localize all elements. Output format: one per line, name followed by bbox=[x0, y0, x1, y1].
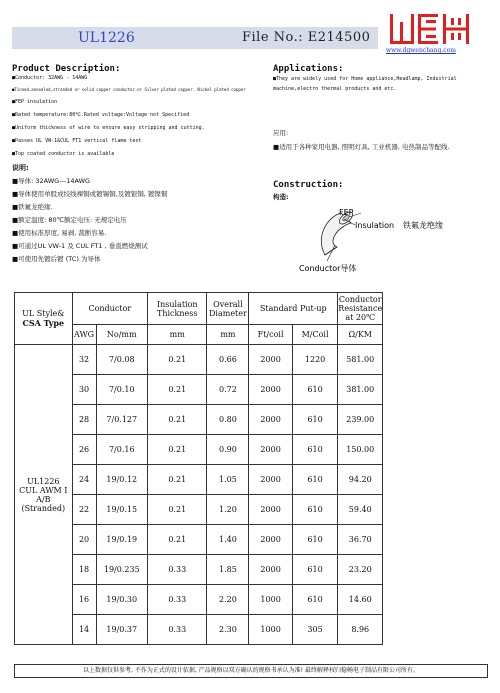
conductor-header: Conductor bbox=[72, 293, 147, 325]
style-name-line: UL1226 bbox=[27, 476, 60, 486]
applications-title: Applications: bbox=[273, 64, 344, 74]
subheader-od-mm: mm bbox=[207, 325, 249, 345]
conductor-label: Conductor导体 bbox=[299, 264, 357, 273]
table-cell: 19/0.12 bbox=[96, 465, 148, 495]
table-row bbox=[15, 345, 488, 375]
table-cell: 610 bbox=[292, 585, 337, 615]
table-cell: 36.70 bbox=[338, 525, 383, 555]
desc-item-en: ■Top coated conductor is available bbox=[12, 151, 115, 157]
table-cell: 610 bbox=[292, 375, 337, 405]
table-cell: 0.21 bbox=[148, 495, 207, 525]
cable-construction-diagram bbox=[297, 203, 487, 283]
table-cell: 2000 bbox=[249, 435, 292, 465]
table-cell: 23.20 bbox=[338, 555, 383, 585]
table-cell: 0.66 bbox=[207, 345, 249, 375]
table-cell: 26 bbox=[72, 435, 96, 465]
desc-item-cn: ■导体: 32AWG---14AWG bbox=[12, 177, 91, 185]
applications-text-en: ■They are widely used for Home appliance,Headlamp, Industrial machine,electro thermal products and etc. bbox=[273, 76, 457, 92]
table-cell: 19/0.235 bbox=[96, 555, 148, 585]
desc-item-en: ■FEP insulation bbox=[12, 99, 58, 105]
table-cell: 7/0.16 bbox=[96, 435, 148, 465]
style-name-line: CUL AWM I bbox=[19, 485, 68, 495]
table-cell: 7/0.08 bbox=[96, 345, 148, 375]
desc-item-cn: ■铁氟龙绝缘. bbox=[12, 203, 53, 211]
table-cell: 305 bbox=[292, 615, 337, 645]
table-cell: 1.40 bbox=[207, 525, 249, 555]
website-link[interactable]: www.dgwenchang.com bbox=[386, 47, 456, 54]
table-cell: 0.33 bbox=[148, 555, 207, 585]
desc-item-cn: ■可使用先镀后镀 (TC) 为导体 bbox=[12, 255, 101, 263]
style-header-line2: CSA Type bbox=[22, 318, 65, 328]
table-cell: 610 bbox=[292, 495, 337, 525]
spec-table bbox=[14, 292, 488, 645]
desc-cn-title: 说明: bbox=[12, 164, 29, 172]
table-cell: 59.40 bbox=[338, 495, 383, 525]
style-name-line: A/B bbox=[36, 494, 51, 504]
style-name-line: (Stranded) bbox=[21, 503, 66, 513]
product-description-title: Product Description: bbox=[12, 64, 121, 74]
desc-item-cn: ■使用标准厚度, 易剥, 裁断容易. bbox=[12, 229, 107, 237]
desc-item-en: ■Conductor: 32AWG - 14AWG bbox=[12, 75, 88, 81]
table-row bbox=[15, 495, 488, 525]
table-cell: 20 bbox=[72, 525, 96, 555]
table-cell: 2.20 bbox=[207, 585, 249, 615]
table-cell: 30 bbox=[72, 375, 96, 405]
subheader-ftcoil: Ft/coil bbox=[249, 325, 292, 345]
table-cell: 381.00 bbox=[338, 375, 383, 405]
table-cell: 0.21 bbox=[148, 375, 207, 405]
table-cell: 18 bbox=[72, 555, 96, 585]
table-cell: 8.96 bbox=[338, 615, 383, 645]
table-cell: 28 bbox=[72, 405, 96, 435]
table-cell: 0.21 bbox=[148, 465, 207, 495]
construction-title: Construction: bbox=[273, 180, 344, 190]
table-cell: 2000 bbox=[249, 465, 292, 495]
insulation-cn-label: 铁氟龙绝缘 bbox=[403, 221, 443, 230]
desc-item-cn: ■可通过UL VW-1 及 CUL FT1 , 垂直燃烧测试 bbox=[12, 242, 148, 250]
table-cell: 0.72 bbox=[207, 375, 249, 405]
header-bar bbox=[12, 27, 378, 49]
table-cell: 2000 bbox=[249, 375, 292, 405]
table-cell: 7/0.127 bbox=[96, 405, 148, 435]
table-body bbox=[15, 345, 488, 645]
table-cell: 610 bbox=[292, 555, 337, 585]
table-cell: 24 bbox=[72, 465, 96, 495]
table-cell: 19/0.30 bbox=[96, 585, 148, 615]
model-title: UL1226 bbox=[78, 30, 135, 46]
table-cell: 32 bbox=[72, 345, 96, 375]
table-row bbox=[15, 555, 488, 585]
table-cell: 239.00 bbox=[338, 405, 383, 435]
desc-item-en: ■Uniform thickness of wire to ensure easy stripping and cutting. bbox=[12, 125, 205, 131]
table-cell: 1.05 bbox=[207, 465, 249, 495]
table-cell: 1220 bbox=[292, 345, 337, 375]
style-name-cell bbox=[15, 345, 73, 645]
subheader-nomm: No/mm bbox=[96, 325, 148, 345]
weh-logo bbox=[388, 12, 472, 46]
table-cell: 2000 bbox=[249, 495, 292, 525]
table-cell: 610 bbox=[292, 435, 337, 465]
table-cell: 0.21 bbox=[148, 525, 207, 555]
table-cell: 0.90 bbox=[207, 435, 249, 465]
table-cell: 2000 bbox=[249, 555, 292, 585]
resistance-header: Conductor Resistance at 20℃ bbox=[338, 293, 383, 325]
insulation-label: Insulation bbox=[355, 221, 395, 230]
desc-item-en: ■Passes UL VW-1&CUL FT1 vertical flame test bbox=[12, 138, 142, 144]
table-cell: 0.21 bbox=[148, 405, 207, 435]
table-row bbox=[15, 375, 488, 405]
table-cell: 19/0.15 bbox=[96, 495, 148, 525]
table-cell: 7/0.10 bbox=[96, 375, 148, 405]
putup-header: Standard Put-up bbox=[249, 293, 338, 325]
style-header bbox=[15, 293, 73, 345]
table-cell: 150.00 bbox=[338, 435, 383, 465]
table-cell: 1000 bbox=[249, 585, 292, 615]
table-row bbox=[15, 405, 488, 435]
fep-label: FEP bbox=[339, 208, 354, 217]
table-cell: 0.33 bbox=[148, 585, 207, 615]
table-row bbox=[15, 585, 488, 615]
table-cell: 14.60 bbox=[338, 585, 383, 615]
table-cell: 610 bbox=[292, 405, 337, 435]
table-cell: 0.21 bbox=[148, 345, 207, 375]
table-cell: 0.21 bbox=[148, 435, 207, 465]
table-cell: 16 bbox=[72, 585, 96, 615]
subheader-awg: AWG bbox=[72, 325, 96, 345]
file-number: File No.: E214500 bbox=[242, 30, 371, 45]
table-cell: 0.80 bbox=[207, 405, 249, 435]
table-cell: 22 bbox=[72, 495, 96, 525]
subheader-mcoil: M/Coil bbox=[292, 325, 337, 345]
insulation-header: Insulation Thickness bbox=[148, 293, 207, 325]
table-cell: 19/0.19 bbox=[96, 525, 148, 555]
table-row bbox=[15, 615, 488, 645]
subheader-ins-mm: mm bbox=[148, 325, 207, 345]
table-row bbox=[15, 525, 488, 555]
table-cell: 1000 bbox=[249, 615, 292, 645]
table-cell: 14 bbox=[72, 615, 96, 645]
desc-item-cn: ■额定温度: 80℃额定电压: 无规定电压 bbox=[12, 216, 127, 224]
subheader-ohm: Ω/KM bbox=[338, 325, 383, 345]
table-cell: 19/0.37 bbox=[96, 615, 148, 645]
applications-text-cn: ■适用于各种家用电器, 照明灯具, 工业机器, 电热制品等配线. bbox=[273, 143, 450, 151]
desc-item-en: ■Rated temperature:80℃.Rated voltage:Voltage not Specified bbox=[12, 112, 190, 118]
table-cell: 610 bbox=[292, 465, 337, 495]
table-cell: 2.30 bbox=[207, 615, 249, 645]
table-cell: 581.00 bbox=[338, 345, 383, 375]
footer-disclaimer: 以上数据仅供参考, 不作为正式的设计依据, 产品规格以双方确认的规格书承认为准! 最终解释权归稳畅电子制品有限公司所有。 bbox=[14, 664, 488, 678]
table-cell: 1.85 bbox=[207, 555, 249, 585]
table-cell: 610 bbox=[292, 525, 337, 555]
construction-cn-title: 构造: bbox=[273, 193, 289, 201]
desc-item-en: ■Tinned,annealed,stranded or solid copper conductor.or Silver plated copper. Nickel plated copper bbox=[12, 87, 246, 92]
table-cell: 2000 bbox=[249, 405, 292, 435]
desc-item-cn: ■导体使用单股或绞线裸铜或镀锡铜,及镀银铜, 镀镍铜 bbox=[12, 190, 168, 198]
table-cell: 0.33 bbox=[148, 615, 207, 645]
style-header-line1: UL Style& bbox=[22, 309, 65, 318]
table-cell: 2000 bbox=[249, 525, 292, 555]
overall-header: Overall Diameter bbox=[207, 293, 249, 325]
table-row bbox=[15, 465, 488, 495]
applications-cn-title: 应用: bbox=[273, 129, 289, 137]
table-row bbox=[15, 435, 488, 465]
table-cell: 2000 bbox=[249, 345, 292, 375]
table-cell: 1.20 bbox=[207, 495, 249, 525]
table-cell: 94.20 bbox=[338, 465, 383, 495]
